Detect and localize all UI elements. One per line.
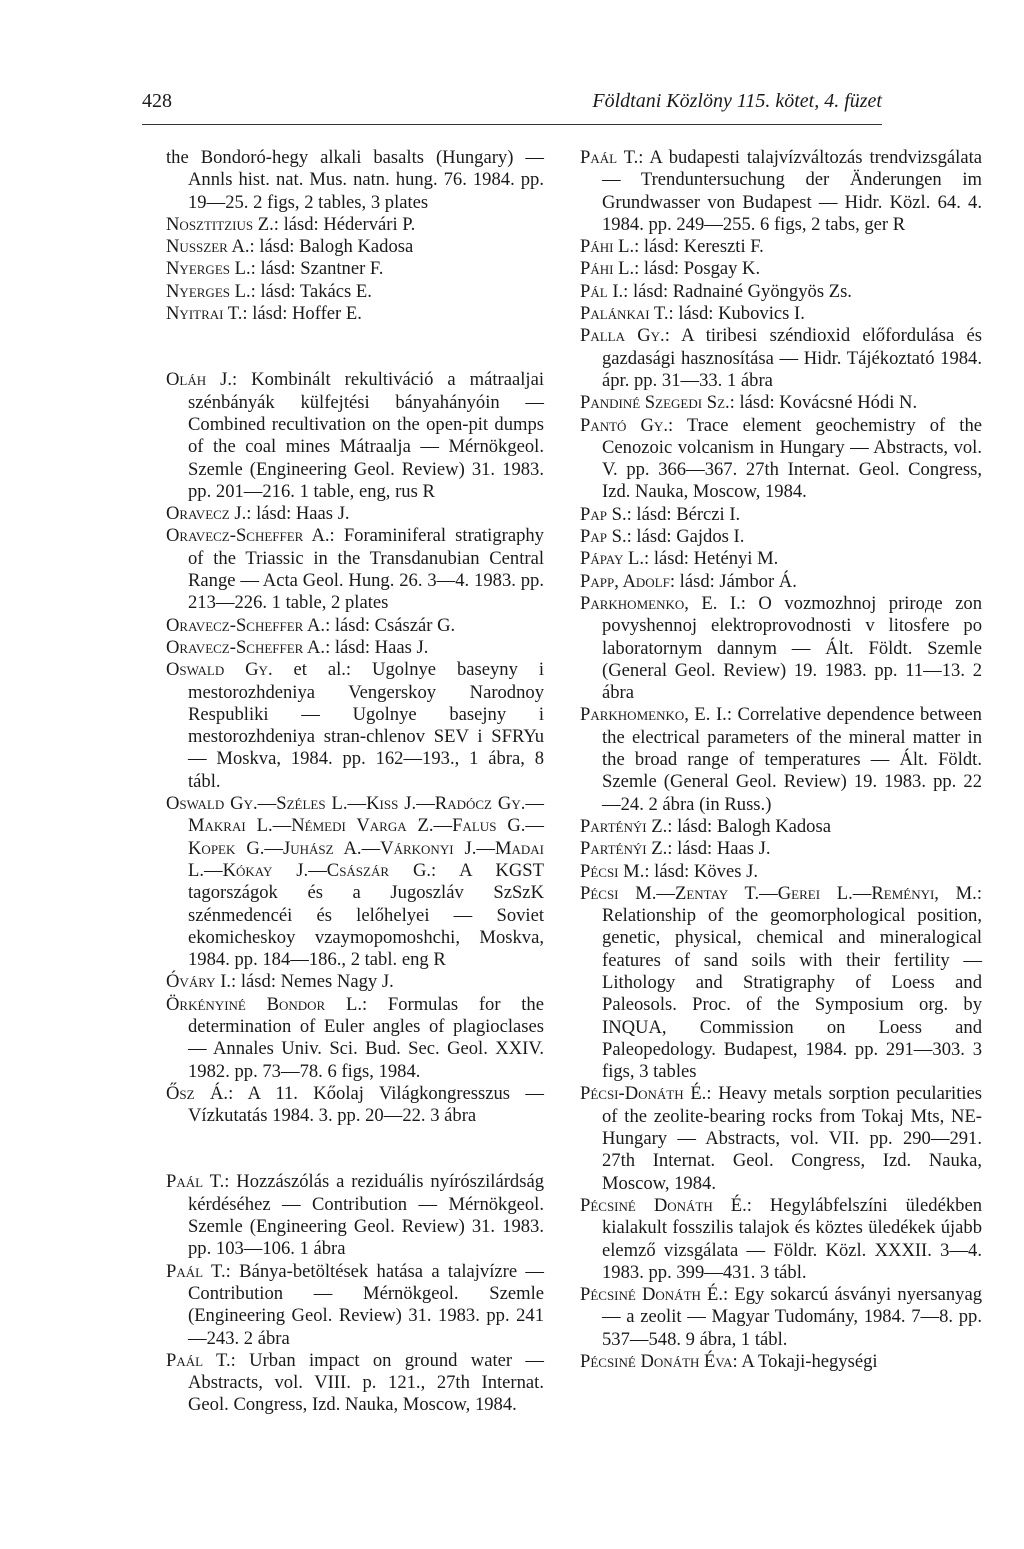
- entry-text: : lásd: Hetényi M.: [644, 548, 779, 570]
- right-column: [580, 147, 982, 1373]
- entry-text: : Relationship of the geomorphological position, genetic, physical, chemical and mineralogical features of sand soils with their fertility — Lithology and Stratigraphy of Loess and Paleosols. Proc. of the Symposium org. by INQUA, Commission on Loess and Paleopedology. Budapest, 1984. pp. 291—303. 3 figs, 3 tables: [602, 882, 982, 1083]
- bibliography-entry: [166, 503, 544, 525]
- entry-text: : lásd: Köves J.: [644, 860, 758, 882]
- entry-text: : lásd: Haas J.: [667, 838, 771, 860]
- page-number: 428: [142, 90, 172, 112]
- bibliography-entry: [580, 1083, 982, 1194]
- entry-author: Oravecz J.: [166, 503, 247, 525]
- entry-text: : lásd: Kereszti F.: [634, 236, 764, 258]
- bibliography-entry: [580, 704, 982, 815]
- entry-text: : A Tokaji-hegységi: [732, 1351, 878, 1373]
- entry-text: : A tiribesi széndioxid előfordulása és gazdasági hasznosítása — Hidr. Tájékoztató 1984. ápr. pp. 31—33. 1 ábra: [602, 325, 982, 391]
- bibliography-entry: [166, 659, 544, 793]
- entry-text: : Bánya-betöltések hatása a talajvízre — Contribution — Mérnökgeol. Szemle (Engineering Geol. Review) 31. 1983. pp. 241—243. 2 ábra: [188, 1260, 544, 1349]
- bibliography-entry: [580, 236, 982, 258]
- bibliography-entry: [166, 1350, 544, 1417]
- entry-text: : Hozzászólás a reziduális nyírószilárdság kérdéséhez — Contribution — Mérnökgeol. Szemle (Engineering Geol. Review) 31. 1983. pp. 103—106. 1 ábra: [188, 1171, 544, 1260]
- entry-text: : lásd: Nemes Nagy J.: [231, 971, 394, 993]
- entry-author: Pécsiné Donáth É.: [580, 1194, 747, 1216]
- entry-author: Nusszer A.: [166, 236, 250, 258]
- bibliography-entry: [166, 1083, 544, 1128]
- entry-author: Oswald Gy.—Széles L.—Kiss J.—Radócz Gy.—Makrai L.—Némedi Varga Z.—Falus G.—Kopek G.—Juhász A.—Várkonyi J.—Madai L.—Kókay J.—Császár G.: [166, 793, 544, 881]
- entry-author: Oswald Gy.: [166, 659, 273, 681]
- entry-text: : lásd: Hoffer E.: [242, 303, 362, 325]
- bibliography-entry: [166, 1261, 544, 1350]
- entry-author: Nosztitzius Z.: [166, 213, 274, 235]
- entry-text: : Kombinált rekultiváció a mátraaljai szénbányák külfejtési bányahányóin — Combined recultivation on the open-pit dumps of the coal mines Mátraalja — Mérnökgeol. Szemle (Engineering Geol. Review) 31. 1983. pp. 201—216. 1 table, eng, rus R: [188, 369, 544, 502]
- entry-author: Palánkai T.: [580, 303, 669, 325]
- bibliography-entry: [166, 615, 544, 637]
- entry-author: Nyerges L.: [166, 258, 251, 280]
- bibliography-entry: [580, 883, 982, 1084]
- entry-author: Pál I.: [580, 280, 624, 302]
- bibliography-entry: [166, 971, 544, 993]
- journal-title: Földtani Közlöny 115. kötet, 4. füzet: [592, 90, 882, 112]
- entry-text: : Urban impact on ground water — Abstracts, vol. VIII. p. 121., 27th Internat. Geol. Congress, Izd. Nauka, Moscow, 1984.: [188, 1349, 544, 1416]
- bibliography-entry: [166, 369, 544, 503]
- entry-author: Paál T.: [580, 147, 639, 168]
- bibliography-entry: [166, 147, 544, 214]
- bibliography-entry: [580, 861, 982, 883]
- entry-text: : A KGST tagországok és a Jugoszláv SzSzK szénmedencéi és lelőhelyei — Soviet ekomicheskoy vzaymopomoshchi, Moskva, 1984. pp. 184—186., 2 tabl. eng R: [188, 859, 544, 971]
- bibliography-entry: [166, 1171, 544, 1260]
- bibliography-entry: [166, 281, 544, 303]
- entry-text: : lásd: Gajdos I.: [626, 526, 745, 548]
- bibliography-entry: [580, 392, 982, 414]
- entry-author: Parkhomenko, E. I.: [580, 704, 727, 726]
- entry-author: Oravecz-Scheffer A.: [166, 614, 326, 636]
- bibliography-entry: [580, 548, 982, 570]
- bibliography-entry: [166, 303, 544, 325]
- entry-text: : Egy sokarcú ásványi nyersanyag — a zeolit — Magyar Tudomány, 1984. 7—8. pp. 537—548. 9 ábra, 1 tábl.: [602, 1284, 982, 1350]
- entry-author: Pécsi M.: [580, 860, 645, 882]
- entry-text: : Trace element geochemistry of the Cenozoic volcanism in Hungary — Abstracts, vol. V. pp. 366—367. 27th Internat. Geol. Congress, Izd. Nauka, Moscow, 1984.: [602, 414, 983, 503]
- entry-author: Oravecz-Scheffer A.: [166, 636, 326, 658]
- bibliography-entry: [580, 526, 982, 548]
- entry-author: Palla Gy.: [580, 325, 665, 347]
- entry-author: Nyerges L.: [166, 280, 251, 302]
- entry-text: : lásd: Radnainé Gyöngyös Zs.: [623, 280, 852, 302]
- bibliography-entry: [166, 258, 544, 280]
- entry-author: Parténýi Z.: [580, 815, 668, 837]
- bibliography-entry: [580, 281, 982, 303]
- bibliography-entry: [580, 1284, 982, 1351]
- entry-text: : lásd: Haas J.: [246, 503, 350, 525]
- bibliography-entry: [580, 816, 982, 838]
- entry-text: : lásd: Jámbor Á.: [669, 570, 797, 592]
- entry-text: : lásd: Császár G.: [325, 614, 456, 636]
- bibliography-entry: [580, 415, 982, 504]
- entry-author: Pécsi M.—Zentay T.—Gerei L.—Reményi, M.: [580, 882, 977, 904]
- entry-text: : lásd: Posgay K.: [634, 258, 761, 280]
- entry-author: Paál T.: [166, 1171, 225, 1193]
- bibliography-entry: [580, 1351, 982, 1373]
- entry-text: the Bondoró-hegy alkali basalts (Hungary) — Annls hist. nat. Mus. natn. hung. 76. 1984. pp. 19—25. 2 figs, 2 tables, 3 plates: [166, 147, 544, 213]
- bibliography-entry: [580, 1195, 982, 1284]
- entry-text: : Foraminiferal stratigraphy of the Triassic in the Transdanubian Central Range — Acta Geol. Hung. 26. 3—4. 1983. pp. 213—226. 1 table, 2 plates: [188, 525, 544, 614]
- entry-text: : lásd: Balogh Kadosa: [667, 815, 831, 837]
- entry-author: Papp, Adolf: [580, 570, 670, 592]
- entry-text: : lásd: Szantner F.: [250, 258, 384, 280]
- entry-author: Páhi L.: [580, 258, 635, 280]
- entry-text: : A budapesti talajvízváltozás trendvizsgálata — Trenduntersuchung der Änderungen im Grundwasser von Budapest — Hidr. Közl. 64. 4. 1984. pp. 249—255. 6 figs, 2 tabs, ger R: [602, 147, 982, 235]
- entry-text: : lásd: Takács E.: [250, 280, 372, 302]
- entry-author: Pécsiné Donáth Éva: [580, 1351, 733, 1373]
- bibliography-entry: [580, 571, 982, 593]
- entry-text: : Correlative dependence between the electrical parameters of the mineral matter in the broad range of temperatures — Ált. Földt. Szemle (General Geol. Review) 19. 1983. pp. 22—24. 2 ábra (in Russ.): [602, 704, 982, 815]
- header-rule: [142, 124, 882, 125]
- bibliography-entry: [580, 258, 982, 280]
- bibliography-entry: [166, 525, 544, 614]
- running-header: [142, 90, 882, 120]
- entry-text: : lásd: Kovácsné Hódi N.: [729, 392, 918, 414]
- bibliography-entry: [166, 793, 544, 971]
- bibliography-entry: [580, 838, 982, 860]
- entry-text: : Heavy metals sorption pecularities of the zeolite-bearing rocks from Tokaj Mts, NE-Hungary — Abstracts, vol. VII. pp. 290—291. 27th Internat. Geol. Congress, Izd. Nauka, Moscow, 1984.: [602, 1083, 983, 1194]
- entry-author: Páhi L.: [580, 236, 635, 258]
- entry-author: Nyitrai T.: [166, 303, 243, 325]
- entry-text: : Hegylábfelszíni üledékben kialakult fosszilis talajok és köztes üledékek újabb elemző vizsgálata — Földr. Közl. XXXII. 3—4. 1983. pp. 399—431. 3 tábl.: [602, 1194, 982, 1283]
- entry-text: : lásd: Kubovics I.: [668, 303, 805, 325]
- bibliography-entry: [580, 303, 982, 325]
- bibliography-entry: [580, 147, 982, 236]
- entry-author: Pap S.: [580, 503, 627, 525]
- entry-author: Pécsiné Donáth É.: [580, 1284, 724, 1306]
- entry-author: Pantó Gy.: [580, 414, 668, 436]
- entry-gap: [166, 1127, 544, 1171]
- entry-text: et al.: Ugolnye baseyny i mestorozhdeniya Vengerskoy Narodnoy Respubliki — Ugolnye basejny i mestorozhdeniya stran-chlenov SEV i SFRYu — Moskva, 1984. pp. 162—193., 1 ábra, 8 tábl.: [188, 659, 544, 792]
- entry-text: : lásd: Bérczi I.: [626, 503, 741, 525]
- bibliography-entry: [166, 637, 544, 659]
- bibliography-entry: [166, 236, 544, 258]
- entry-author: Pap S.: [580, 526, 627, 548]
- entry-author: Paál T.: [166, 1349, 231, 1371]
- entry-author: Oravecz-Scheffer A.: [166, 525, 330, 547]
- bibliography-entry: [580, 325, 982, 392]
- entry-text: : lásd: Balogh Kadosa: [249, 236, 414, 258]
- entry-author: Pandiné Szegedi Sz.: [580, 392, 730, 414]
- entry-gap: [166, 325, 544, 369]
- entry-author: Pápay L.: [580, 548, 645, 570]
- entry-author: Pécsi-Donáth É.: [580, 1083, 707, 1105]
- bibliography-entry: [580, 593, 982, 704]
- entry-text: : A 11. Kőolaj Világkongresszus — Vízkutatás 1984. 3. pp. 20—22. 3 ábra: [188, 1082, 545, 1127]
- entry-text: : lásd: Haas J.: [325, 636, 429, 658]
- entry-author: Örkényiné Bondor L.: [166, 993, 362, 1015]
- entry-author: Óváry I.: [166, 971, 232, 993]
- entry-author: Paál T.: [166, 1260, 226, 1282]
- entry-text: : Formulas for the determination of Euler angles of plagioclases — Annales Univ. Sci. Bud. Sec. Geol. XXIV. 1982. pp. 73—78. 6 figs, 1984.: [188, 993, 544, 1082]
- entry-author: Oláh J.: [166, 369, 233, 391]
- bibliography-entry: [166, 994, 544, 1083]
- left-column: [166, 147, 544, 1417]
- entry-author: Parkhomenko, E. I.: [580, 592, 741, 614]
- bibliography-entry: [166, 214, 544, 236]
- bibliography-entry: [580, 504, 982, 526]
- entry-text: : O vozmozhnoj priroде zon povyshennoj elektroprovodnosti v litosfere po laboratornym dannym — Ált. Földt. Szemle (General Geol. Review) 19. 1983. pp. 11—13. 2 ábra: [602, 592, 982, 704]
- entry-author: Parténýi Z.: [580, 838, 668, 860]
- entry-text: : lásd: Hédervári P.: [273, 213, 416, 235]
- entry-author: Ősz Á.: [166, 1082, 229, 1104]
